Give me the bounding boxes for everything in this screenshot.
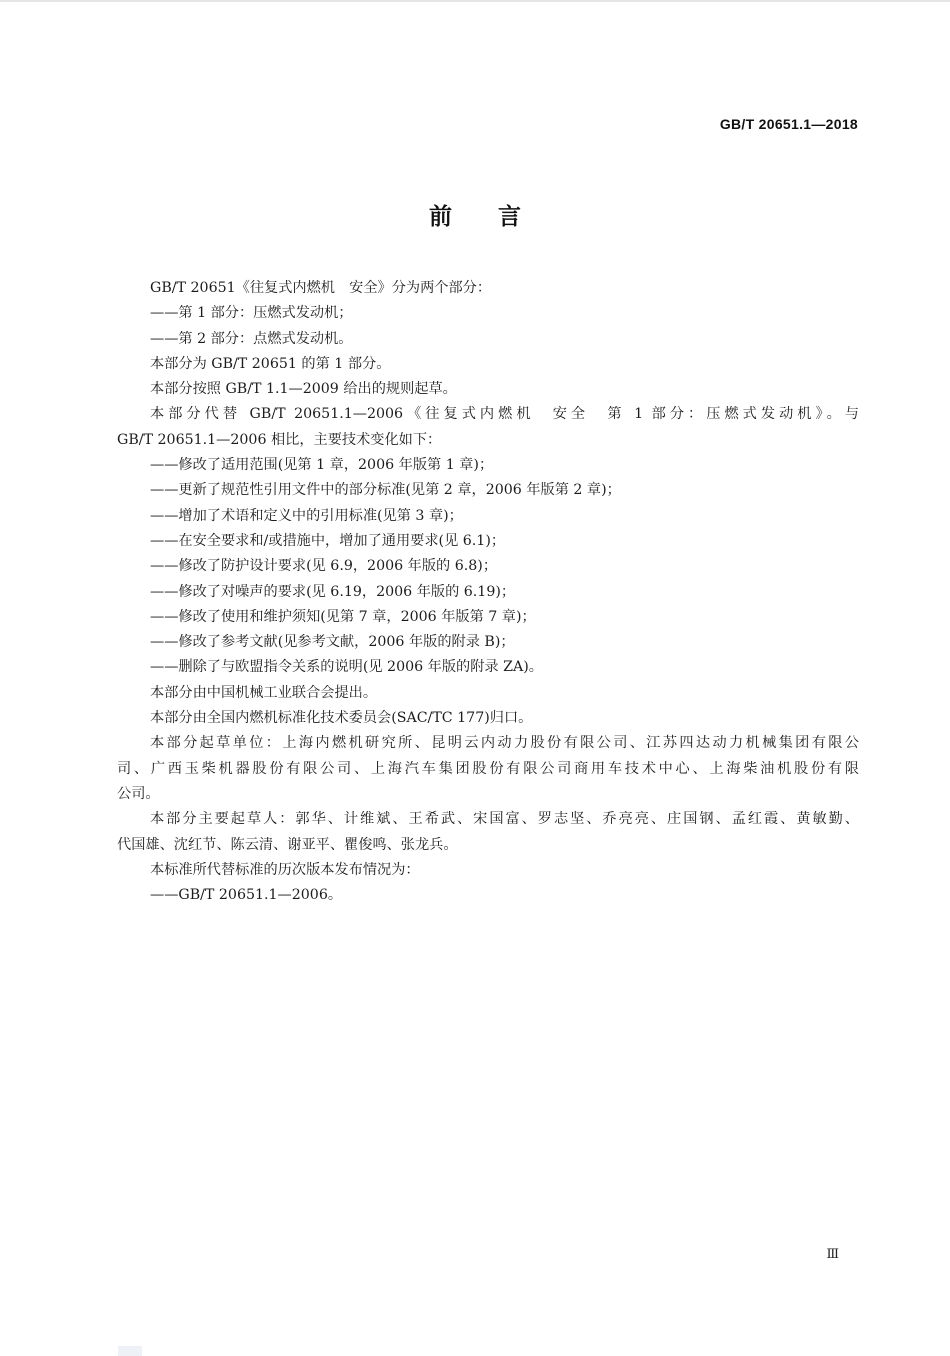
paragraph-continuation: 司、广西玉柴机器股份有限公司、上海汽车集团股份有限公司商用车技术中心、上海柴油机股份有限 <box>117 760 859 777</box>
top-edge-rule <box>0 0 950 2</box>
paragraph: 本部分按照 GB/T 1.1—2009 给出的规则起草。 <box>150 381 457 398</box>
list-item: ——修改了对噪声的要求(见 6.19，2006 年版的 6.19)； <box>150 583 516 600</box>
title-char-1: 前 <box>429 204 452 230</box>
paragraph: 本部分由中国机械工业联合会提出。 <box>150 684 378 701</box>
page-title <box>0 198 950 231</box>
list-item: ——修改了适用范围(见第 1 章，2006 年版第 1 章)； <box>150 457 494 474</box>
paragraph: 本部分为 GB/T 20651 的第 1 部分。 <box>150 355 391 372</box>
paragraph: 本部分起草单位：上海内燃机研究所、昆明云内动力股份有限公司、江苏四达动力机械集团有限公 <box>150 735 859 752</box>
paragraph-continuation: GB/T 20651.1—2006 相比，主要技术变化如下： <box>117 431 442 448</box>
list-item: ——修改了参考文献(见参考文献，2006 年版的附录 B)； <box>150 634 515 651</box>
paragraph: 本部分代替 GB/T 20651.1—2006《往复式内燃机 安全 第 1 部分：压燃式发动机》。与 <box>150 406 859 423</box>
list-item: ——删除了与欧盟指令关系的说明(见 2006 年版的附录 ZA)。 <box>150 659 543 676</box>
list-item: ——GB/T 20651.1—2006。 <box>150 887 343 904</box>
list-item: ——修改了防护设计要求(见 6.9，2006 年版的 6.8)； <box>150 558 498 575</box>
paragraph: 本部分由全国内燃机标准化技术委员会(SAC/TC 177)归口。 <box>150 710 533 727</box>
scan-corner-mark <box>118 1346 142 1356</box>
title-char-2: 言 <box>498 204 521 230</box>
list-item: ——更新了规范性引用文件中的部分标准(见第 2 章，2006 年版第 2 章)； <box>150 482 621 499</box>
list-item: ——第 2 部分：点燃式发动机。 <box>150 330 353 347</box>
paragraph: GB/T 20651《往复式内燃机 安全》分为两个部分： <box>150 280 492 296</box>
paragraph-continuation: 代国雄、沈红节、陈云清、谢亚平、瞿俊鸣、张龙兵。 <box>117 836 458 853</box>
paragraph-continuation: 公司。 <box>117 785 160 802</box>
list-item: ——修改了使用和维护须知(见第 7 章，2006 年版第 7 章)； <box>150 608 536 625</box>
page-number: Ⅲ <box>826 1247 838 1262</box>
standard-code: GB/T 20651.1—2018 <box>719 116 858 132</box>
foreword-body <box>117 276 859 908</box>
list-item: ——在安全要求和/或措施中，增加了通用要求(见 6.1)； <box>150 532 506 549</box>
list-item: ——第 1 部分：压燃式发动机； <box>150 305 353 322</box>
paragraph: 本部分主要起草人：郭华、计维斌、王希武、宋国富、罗志坚、乔亮亮、庄国钢、孟红霞、黄敏勤、 <box>150 811 859 828</box>
list-item: ——增加了术语和定义中的引用标准(见第 3 章)； <box>150 507 463 524</box>
paragraph: 本标准所代替标准的历次版本发布情况为： <box>150 861 420 878</box>
